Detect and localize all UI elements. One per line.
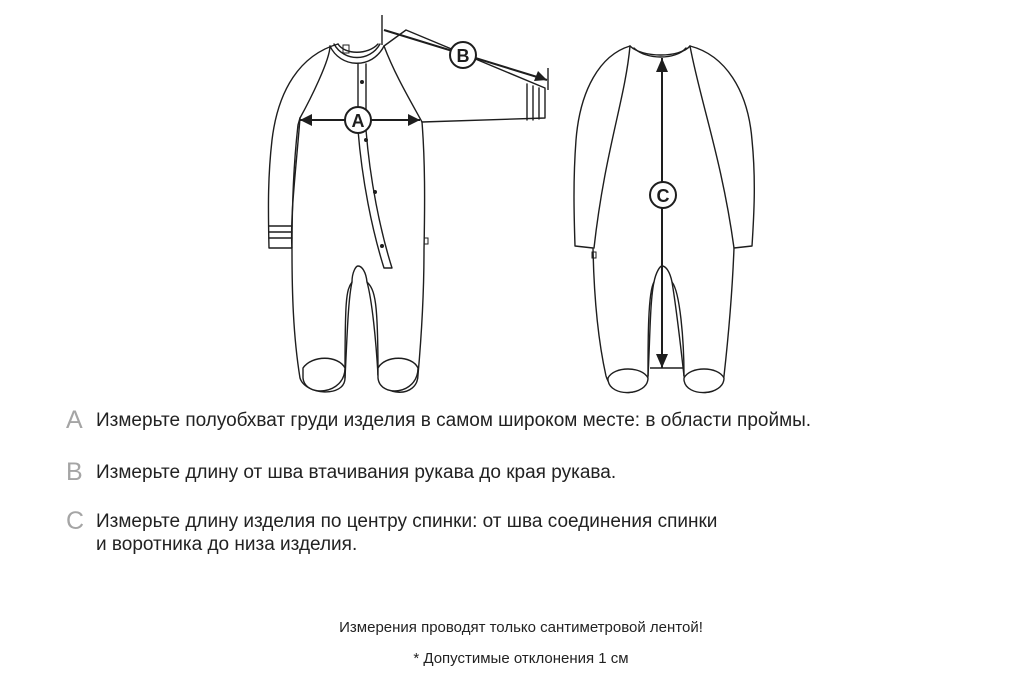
- marker-a-badge: [345, 107, 371, 133]
- tape-only-note: Измерения проводят только сантиметровой лентой!: [339, 619, 703, 636]
- instruction-letter-b: B: [66, 458, 83, 486]
- marker-b-badge: [450, 42, 476, 68]
- instruction-letter-c: C: [66, 507, 85, 535]
- instruction-a: [66, 406, 812, 434]
- instruction-text-c: Измерьте длину изделия по центру спинки: от шва соединения спинки и воротника до низа изделия.: [96, 511, 718, 555]
- front-view-garment: [268, 30, 545, 392]
- instruction-text-b: Измерьте длину от шва втачивания рукава до края рукава.: [96, 462, 617, 483]
- instruction-letter-a: A: [66, 406, 83, 434]
- instruction-text-a: Измерьте полуобхват груди изделия в самом широком месте: в области проймы.: [96, 410, 812, 431]
- svg-text:A: A: [351, 111, 365, 131]
- svg-text:B: B: [456, 46, 470, 66]
- measurement-c-arrow: [650, 58, 684, 368]
- tolerance-note: * Допустимые отклонения 1 см: [413, 650, 629, 667]
- svg-text:C: C: [656, 186, 670, 206]
- back-view-garment: [574, 46, 754, 393]
- instruction-b: [66, 458, 617, 486]
- instruction-c: [66, 507, 718, 556]
- marker-c-badge: [650, 182, 676, 208]
